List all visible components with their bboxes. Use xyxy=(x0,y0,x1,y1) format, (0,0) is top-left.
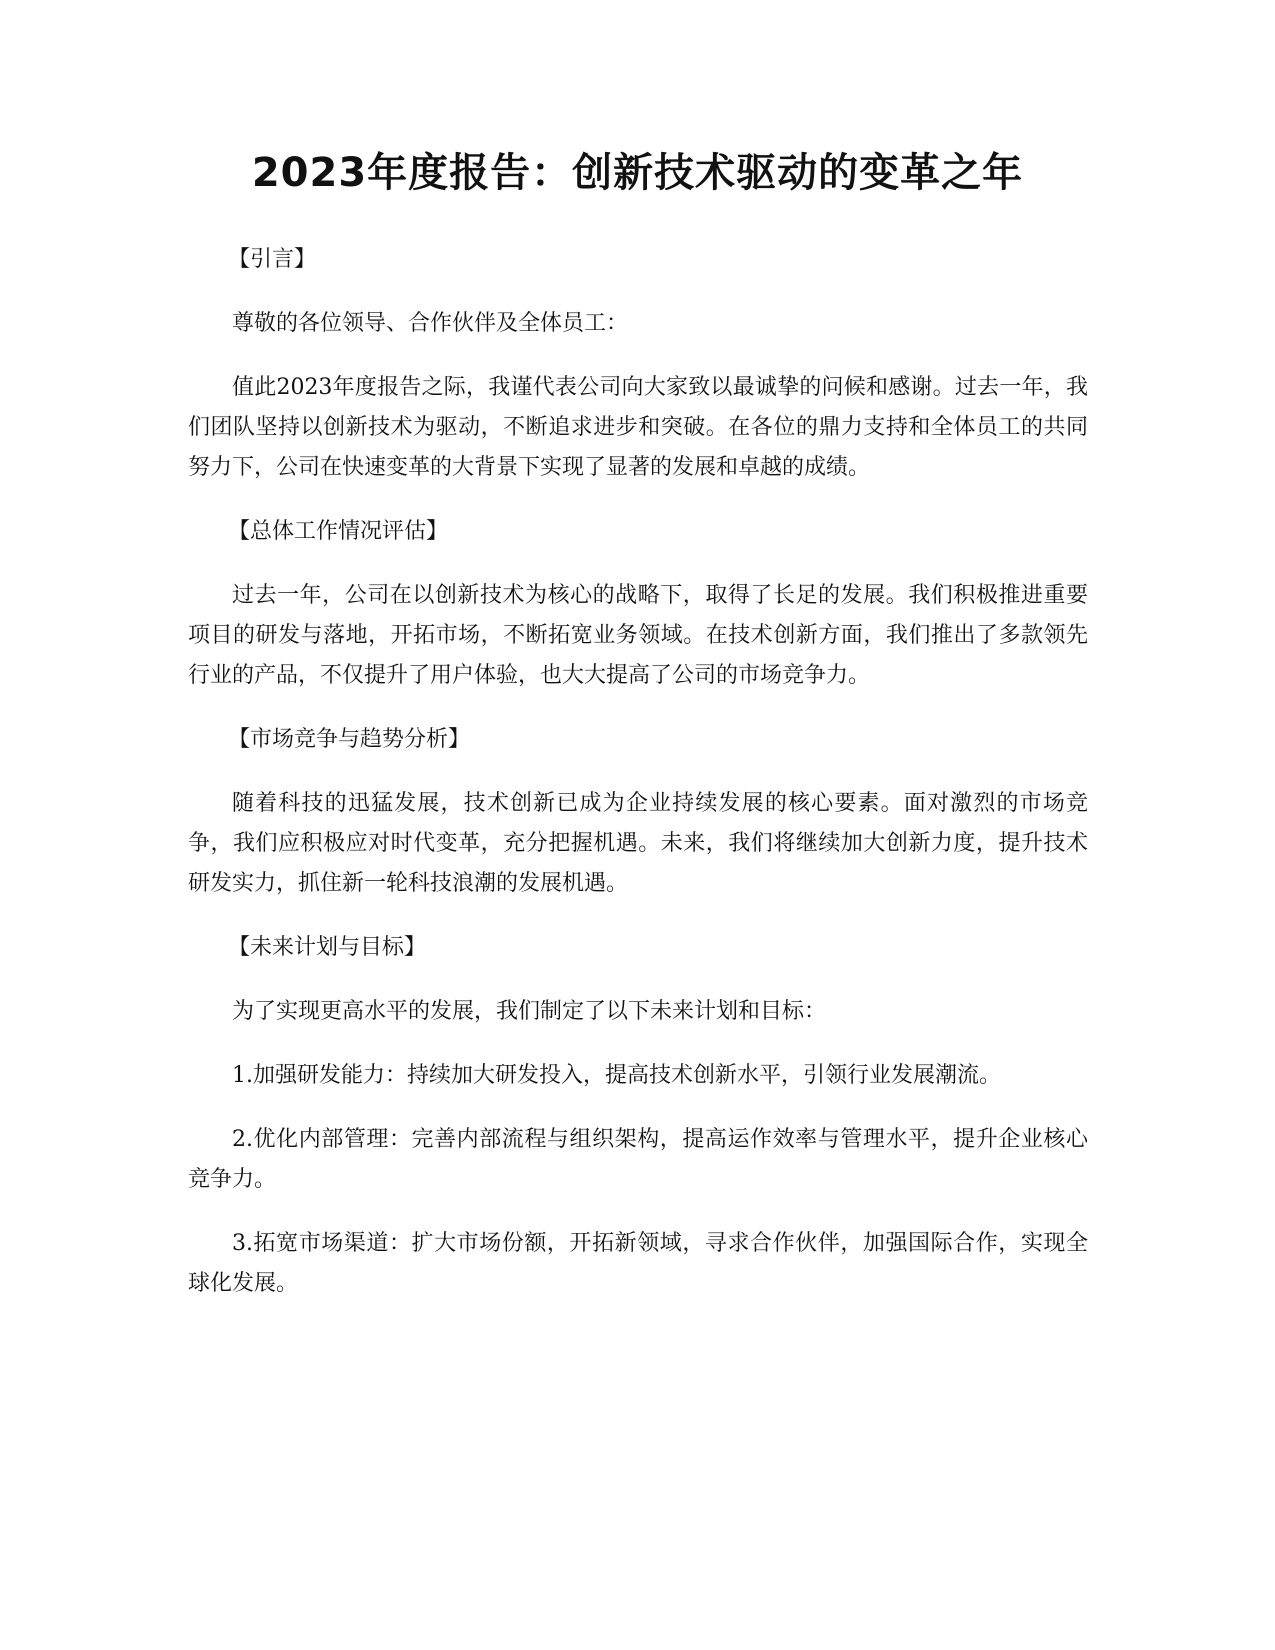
section-heading-overview: 【总体工作情况评估】 xyxy=(228,519,449,544)
plan-item: 3.拓宽市场渠道：扩大市场份额，开拓新领域，寻求合作伙伴，加强国际合作，实现全球化发展。 xyxy=(188,1231,1088,1296)
section-heading-plan: 【未来计划与目标】 xyxy=(228,935,427,960)
plan-item: 2.优化内部管理：完善内部流程与组织架构，提高运作效率与管理水平，提升企业核心竞争力。 xyxy=(188,1127,1088,1192)
plan-intro-paragraph: 为了实现更高水平的发展，我们制定了以下未来计划和目标： xyxy=(232,999,827,1024)
section-heading-intro: 【引言】 xyxy=(228,247,317,272)
greeting-line: 尊敬的各位领导、合作伙伴及全体员工： xyxy=(232,311,629,336)
document-title: 2023年度报告：创新技术驱动的变革之年 xyxy=(251,150,1024,196)
section-heading-market: 【市场竞争与趋势分析】 xyxy=(228,727,471,752)
intro-paragraph: 值此2023年度报告之际，我谨代表公司向大家致以最诚挚的问候和感谢。过去一年，我们团队坚持以创新技术为驱动，不断追求进步和突破。在各位的鼎力支持和全体员工的共同努力下，公司在快速变革的大背景下实现了显著的发展和卓越的成绩。 xyxy=(188,375,1088,480)
market-paragraph: 随着科技的迅猛发展，技术创新已成为企业持续发展的核心要素。面对激烈的市场竞争，我们应积极应对时代变革，充分把握机遇。未来，我们将继续加大创新力度，提升技术研发实力，抓住新一轮科技浪潮的发展机遇。 xyxy=(188,791,1088,896)
overview-paragraph: 过去一年，公司在以创新技术为核心的战略下，取得了长足的发展。我们积极推进重要项目的研发与落地，开拓市场，不断拓宽业务领域。在技术创新方面，我们推出了多款领先行业的产品，不仅提升了用户体验，也大大提高了公司的市场竞争力。 xyxy=(188,583,1088,688)
plan-item: 1.加强研发能力：持续加大研发投入，提高技术创新水平，引领行业发展潮流。 xyxy=(232,1063,1001,1088)
document-body xyxy=(188,240,1088,1328)
